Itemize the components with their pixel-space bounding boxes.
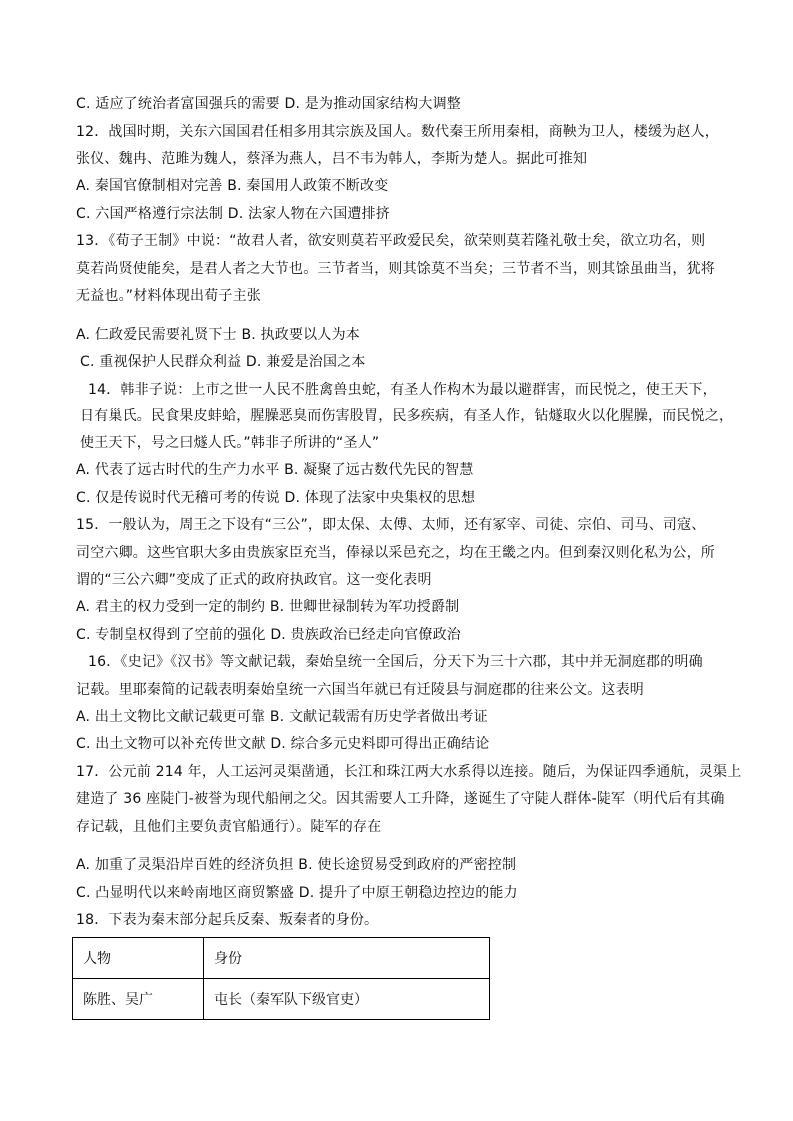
question-16: 16．《史记》《汉书》等文献记载，秦始皇统一全国后，分天下为三十六郡，其中并无洞庭郡的明确 — [88, 654, 703, 670]
option-line: C. 出土文物可以补充传世文献 D. 综合多元史料即可得出正确结论 — [76, 736, 490, 752]
question-line: 无益也。”材料体现出荀子主张 — [76, 288, 262, 304]
identity-table — [72, 937, 490, 1020]
question-17: 17．公元前 214 年，人工运河灵渠凿通，长江和珠江两大水系得以连接。随后，为保证四季通航，灵渠上 — [76, 764, 742, 780]
option-line: C. 专制皇权得到了空前的强化 D. 贵族政治已经走向官僚政治 — [76, 627, 462, 643]
option-line: A. 秦国官僚制相对完善 B. 秦国用人政策不断改变 — [76, 178, 389, 194]
question-line: 记载。里耶秦简的记载表明秦始皇统一六国当年就已有迁陵县与洞庭郡的往来公文。这表明 — [76, 682, 644, 698]
table-header-row — [73, 938, 490, 979]
option-line: A. 代表了远古时代的生产力水平 B. 凝聚了远古数代先民的智慧 — [76, 462, 474, 478]
question-15: 15．一般认为，周王之下设有“三公”，即太保、太傅、太师，还有冢宰、司徒、宗伯、司马、司寇、 — [76, 517, 706, 533]
question-18: 18．下表为秦末部分起兵反秦、叛秦者的身份。 — [76, 912, 379, 928]
option-line: C. 六国严格遵行宗法制 D. 法家人物在六国遭排挤 — [76, 206, 391, 222]
option-line: C. 凸显明代以来岭南地区商贸繁盛 D. 提升了中原王朝稳边控边的能力 — [76, 885, 518, 901]
question-line: 存记载，且他们主要负责官船通行）。陡军的存在 — [76, 819, 382, 835]
table-header-cell: 身份 — [204, 938, 490, 979]
table-row — [73, 979, 490, 1020]
question-line: 建造了 36 座陡门-被誉为现代船闸之父。因其需要人工升降，遂诞生了守陡人群体-陡军（明代后有其确 — [76, 791, 725, 807]
option-line: A. 出土文物比文献记载更可靠 B. 文献记载需有历史学者做出考证 — [76, 709, 488, 725]
question-line: 谓的“三公六卿”变成了正式的政府执政官。这一变化表明 — [76, 572, 432, 588]
question-13: 13．《荀子王制》中说：“故君人者，欲安则莫若平政爱民矣，欲荣则莫若隆礼敬士矣，欲立功名，则 — [76, 233, 706, 249]
question-12: 12．战国时期，关东六国国君任相多用其宗族及国人。数代秦王所用秦相，商鞅为卫人，楼缓为赵人， — [76, 124, 720, 140]
question-14: 14．韩非子说：上市之世一人民不胜禽兽虫蛇，有圣人作构木为最以避群害，而民悦之，使王天下， — [88, 382, 717, 398]
table-header-cell: 人物 — [73, 938, 204, 979]
option-line: C. 适应了统治者富国强兵的需要 D. 是为推动国家结构大调整 — [76, 96, 462, 112]
question-line: 使王天下，号之曰燧人氏。”韩非子所讲的“圣人” — [80, 435, 380, 451]
question-line: 张仪、魏冉、范雎为魏人，蔡泽为燕人，吕不韦为韩人，李斯为楚人。据此可推知 — [76, 151, 588, 167]
question-line: 司空六卿。这些官职大多由贵族家臣充当，俸禄以采邑充之，均在王畿之内。但到秦汉则化私为公，所 — [76, 545, 715, 561]
option-line: A. 君主的权力受到一定的制约 B. 世卿世禄制转为军功授爵制 — [76, 599, 460, 615]
option-line: C. 重视保护人民群众利益 D. 兼爱是治国之本 — [80, 354, 366, 370]
question-line: 日有巢氏。民食果皮蚌蛤，腥臊恶臭而伤害股胃，民多疾病，有圣人作，钻燧取火以化腥臊，而民悦之， — [80, 408, 734, 424]
table-cell: 陈胜、吴广 — [73, 979, 204, 1020]
option-line: A. 仁政爱民需要礼贤下士 B. 执政要以人为本 — [76, 327, 360, 343]
option-line: C. 仅是传说时代无稽可考的传说 D. 体现了法家中央集权的思想 — [76, 490, 476, 506]
option-line: A. 加重了灵渠沿岸百姓的经济负担 B. 使长途贸易受到政府的严密控制 — [76, 857, 517, 873]
question-line: 莫若尚贤使能矣，是君人者之大节也。三节者当，则其馀莫不当矣；三节者不当，则其馀虽曲当，犹将 — [76, 261, 715, 277]
table-cell: 屯长（秦军队下级官吏） — [204, 979, 490, 1020]
